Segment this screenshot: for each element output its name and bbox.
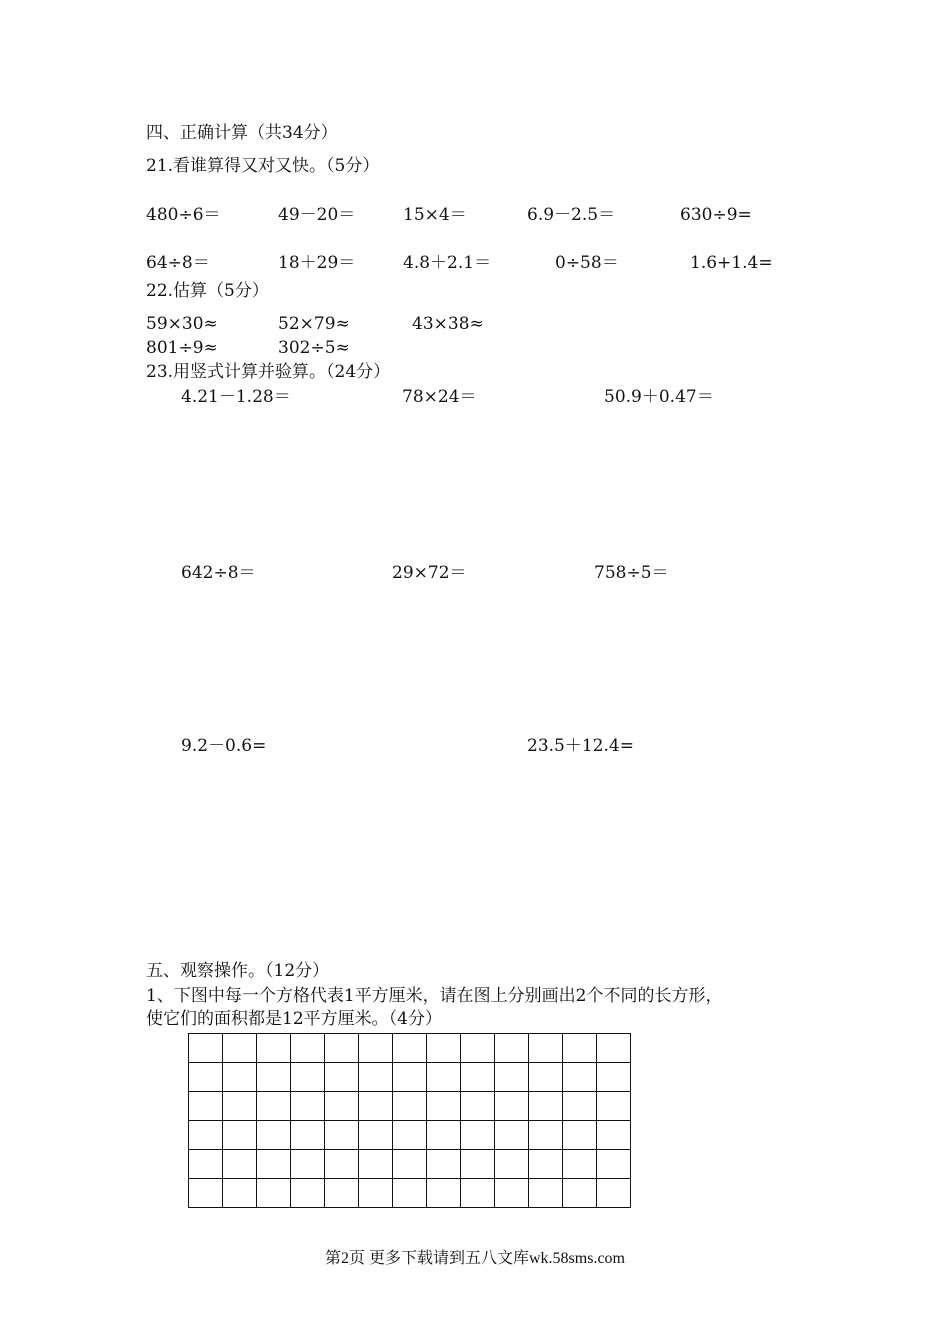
grid-cell	[427, 1063, 461, 1092]
grid-cell	[189, 1034, 223, 1063]
q21-title: 21.看谁算得又对又快。（5分）	[146, 156, 380, 176]
grid-cell	[461, 1092, 495, 1121]
q1-line1: 1、下图中每一个方格代表1平方厘米，请在图上分别画出2个不同的长方形，	[146, 986, 723, 1006]
grid-cell	[529, 1121, 563, 1150]
grid-row	[189, 1121, 631, 1150]
grid-cell	[291, 1179, 325, 1208]
grid-cell	[325, 1150, 359, 1179]
grid-cell	[291, 1150, 325, 1179]
grid-cell	[359, 1063, 393, 1092]
grid-cell	[291, 1092, 325, 1121]
q21-r1-c2: 49－20＝	[278, 205, 356, 225]
grid-cell	[223, 1063, 257, 1092]
grid-cell	[189, 1092, 223, 1121]
grid-cell	[427, 1150, 461, 1179]
grid-cell	[529, 1034, 563, 1063]
grid-cell	[257, 1034, 291, 1063]
grid-row	[189, 1179, 631, 1208]
q23-r2-c2: 29×72＝	[392, 563, 467, 583]
grid-row	[189, 1034, 631, 1063]
grid-cell	[597, 1092, 631, 1121]
grid-cell	[495, 1179, 529, 1208]
grid-cell	[529, 1179, 563, 1208]
grid-cell	[257, 1063, 291, 1092]
grid-row	[189, 1063, 631, 1092]
grid-cell	[223, 1034, 257, 1063]
q23-r1-c2: 78×24＝	[402, 387, 477, 407]
grid-cell	[325, 1179, 359, 1208]
grid-cell	[461, 1063, 495, 1092]
grid-cell	[189, 1121, 223, 1150]
q23-r1-c3: 50.9＋0.47＝	[604, 387, 714, 407]
grid-cell	[597, 1063, 631, 1092]
grid-cell	[393, 1121, 427, 1150]
grid-cell	[393, 1034, 427, 1063]
grid-cell	[325, 1034, 359, 1063]
q21-r2-c3: 4.8＋2.1＝	[403, 253, 492, 273]
q21-r2-c1: 64÷8＝	[146, 253, 210, 273]
q22-r2-c2: 302÷5≈	[278, 338, 350, 358]
grid-cell	[223, 1150, 257, 1179]
grid-row	[189, 1150, 631, 1179]
grid-cell	[291, 1063, 325, 1092]
q21-r1-c5: 630÷9=	[680, 205, 752, 225]
grid-cell	[597, 1121, 631, 1150]
grid-cell	[529, 1150, 563, 1179]
grid-cell	[393, 1063, 427, 1092]
grid-cell	[325, 1063, 359, 1092]
grid-cell	[393, 1092, 427, 1121]
q22-r2-c1: 801÷9≈	[146, 338, 218, 358]
grid-cell	[223, 1121, 257, 1150]
q21-r2-c4: 0÷58＝	[555, 253, 619, 273]
grid-cell	[359, 1179, 393, 1208]
page-footer: 第2页 更多下载请到五八文库wk.58sms.com	[324, 1250, 625, 1267]
grid-cell	[427, 1121, 461, 1150]
grid-cell	[325, 1092, 359, 1121]
grid-cell	[597, 1179, 631, 1208]
grid-cell	[597, 1034, 631, 1063]
q22-r1-c1: 59×30≈	[146, 314, 218, 334]
grid-cell	[529, 1092, 563, 1121]
q23-r2-c3: 758÷5＝	[594, 563, 669, 583]
grid-cell	[223, 1092, 257, 1121]
q21-r1-c3: 15×4＝	[403, 205, 467, 225]
grid-cell	[461, 1150, 495, 1179]
grid-cell	[563, 1121, 597, 1150]
grid-cell	[495, 1150, 529, 1179]
grid-cell	[291, 1034, 325, 1063]
grid-cell	[359, 1150, 393, 1179]
grid-cell	[563, 1179, 597, 1208]
grid-cell	[461, 1121, 495, 1150]
q23-r3-c1: 9.2－0.6=	[181, 736, 267, 756]
grid-cell	[189, 1063, 223, 1092]
grid-cell	[495, 1063, 529, 1092]
grid-cell	[461, 1034, 495, 1063]
grid-cell	[563, 1092, 597, 1121]
grid-cell	[325, 1121, 359, 1150]
grid-cell	[257, 1121, 291, 1150]
q21-r2-c2: 18＋29＝	[278, 253, 356, 273]
grid-cell	[257, 1150, 291, 1179]
grid-cell	[427, 1092, 461, 1121]
grid-row	[189, 1092, 631, 1121]
q23-r2-c1: 642÷8＝	[181, 563, 256, 583]
section5-title: 五、观察操作。（12分）	[146, 961, 330, 981]
grid-cell	[597, 1150, 631, 1179]
grid-cell	[257, 1092, 291, 1121]
grid-cell	[461, 1179, 495, 1208]
grid-cell	[393, 1179, 427, 1208]
q22-title: 22.估算（5分）	[146, 281, 269, 301]
grid-cell	[427, 1179, 461, 1208]
grid-cell	[563, 1034, 597, 1063]
grid-cell	[495, 1121, 529, 1150]
grid-cell	[427, 1034, 461, 1063]
grid-cell	[257, 1179, 291, 1208]
grid-cell	[223, 1179, 257, 1208]
grid-cell	[495, 1092, 529, 1121]
section4-title: 四、正确计算（共34分）	[146, 123, 338, 143]
grid-cell	[495, 1034, 529, 1063]
grid-cell	[359, 1034, 393, 1063]
grid-cell	[393, 1150, 427, 1179]
grid-cell	[189, 1179, 223, 1208]
q23-r3-c2: 23.5＋12.4=	[527, 736, 634, 756]
grid-cell	[291, 1121, 325, 1150]
q22-r1-c2: 52×79≈	[278, 314, 350, 334]
grid-cell	[189, 1150, 223, 1179]
q23-title: 23.用竖式计算并验算。（24分）	[146, 362, 391, 382]
grid-cell	[563, 1063, 597, 1092]
grid-cell	[359, 1121, 393, 1150]
square-grid	[188, 1033, 631, 1208]
q21-r1-c4: 6.9－2.5＝	[527, 205, 616, 225]
grid-cell	[359, 1092, 393, 1121]
grid-cell	[529, 1063, 563, 1092]
q23-r1-c1: 4.21－1.28＝	[181, 387, 291, 407]
q1-line2: 使它们的面积都是12平方厘米。（4分）	[146, 1009, 442, 1029]
q21-r1-c1: 480÷6＝	[146, 205, 221, 225]
q22-r1-c3: 43×38≈	[412, 314, 484, 334]
grid-cell	[563, 1150, 597, 1179]
q21-r2-c5: 1.6+1.4=	[690, 253, 773, 273]
